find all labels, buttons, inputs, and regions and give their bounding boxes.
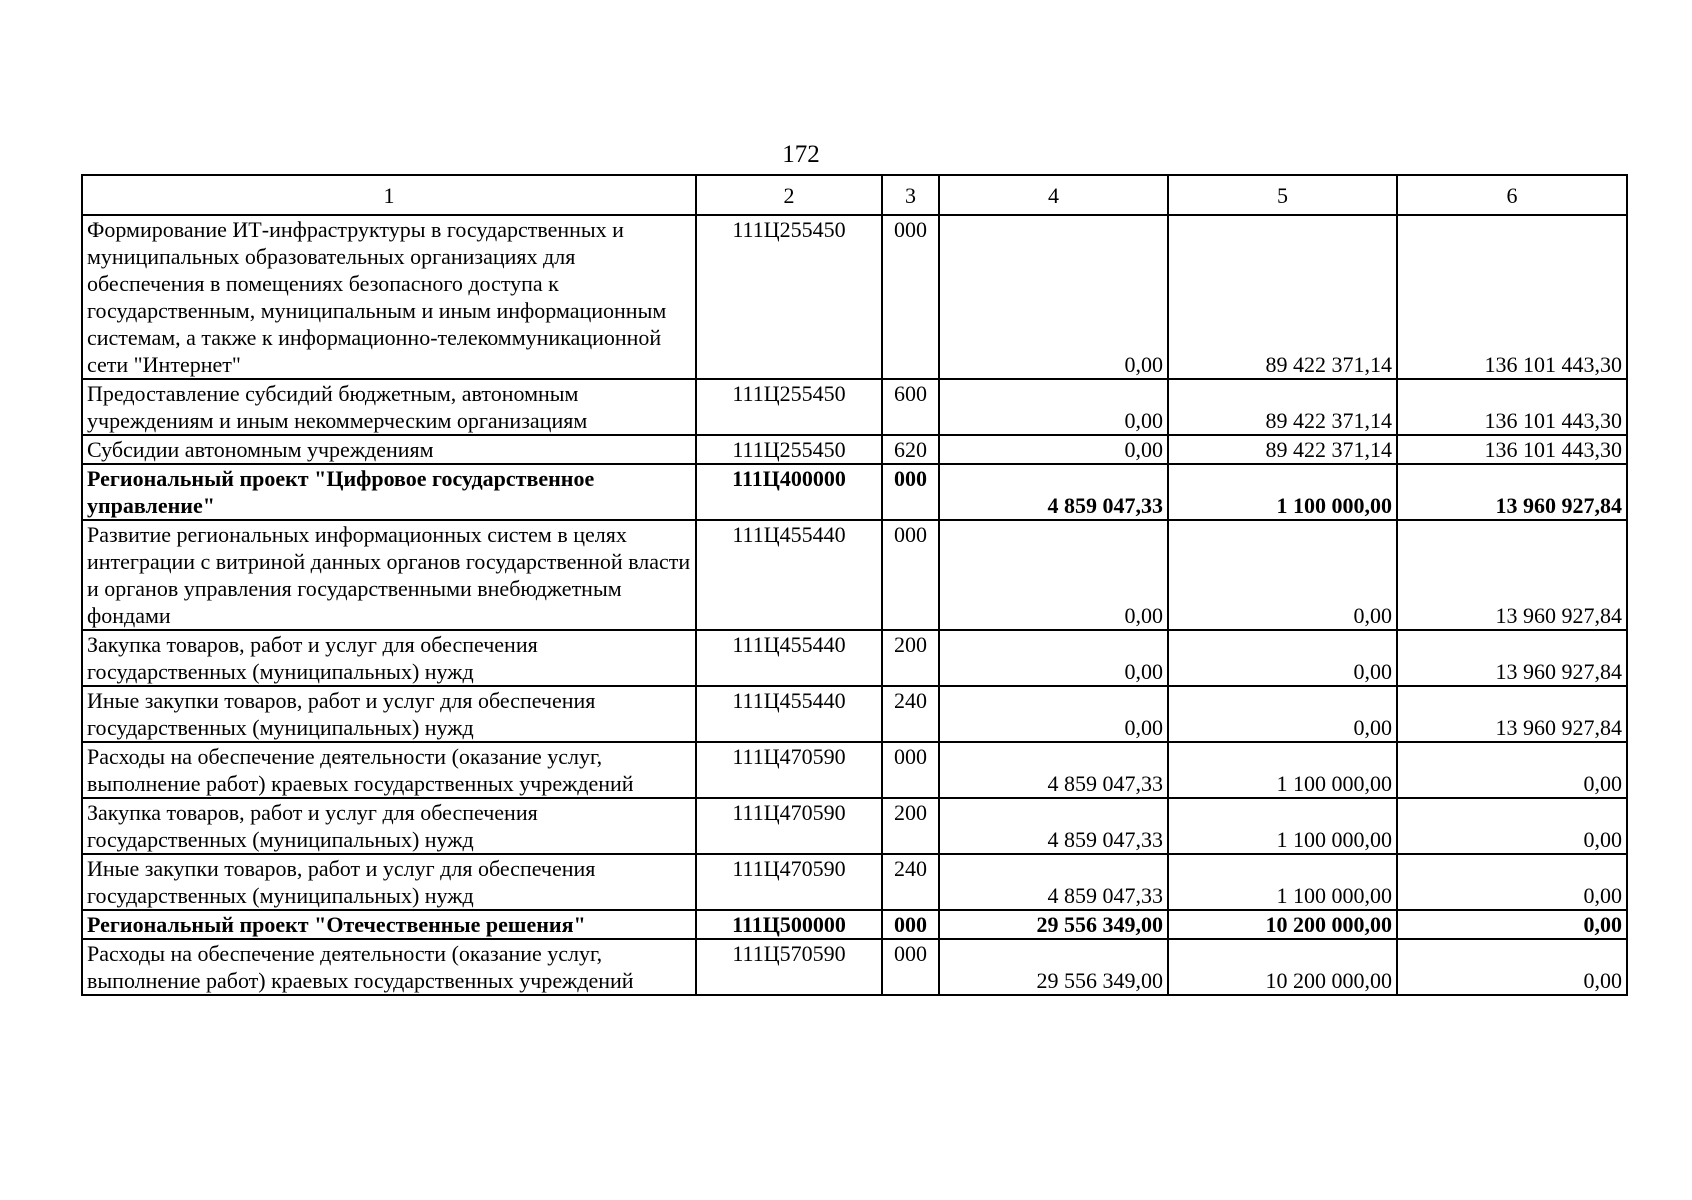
row-kind-cell: 000 [882, 520, 939, 630]
page-number [0, 140, 1692, 170]
row-value-col5: 1 100 000,00 [1168, 798, 1397, 854]
row-kind-cell: 000 [882, 215, 939, 379]
page-number-text: 172 [782, 141, 820, 168]
row-kind-cell: 240 [882, 854, 939, 910]
row-value-col5: 1 100 000,00 [1168, 854, 1397, 910]
row-name-cell: Развитие региональных информационных систем в целях интеграции с витриной данных органов государственной власти и органов управления государственными внебюджетным фондами [82, 520, 696, 630]
row-value-col4: 29 556 349,00 [939, 939, 1168, 995]
row-kind-cell: 200 [882, 798, 939, 854]
row-kind-cell: 000 [882, 464, 939, 520]
row-kind-cell: 000 [882, 939, 939, 995]
row-name-cell: Расходы на обеспечение деятельности (оказание услуг, выполнение работ) краевых государственных учреждений [82, 939, 696, 995]
row-name-cell: Иные закупки товаров, работ и услуг для обеспечения государственных (муниципальных) нужд [82, 854, 696, 910]
row-name-cell: Региональный проект "Цифровое государственное управление" [82, 464, 696, 520]
row-code-cell: 111Ц255450 [696, 435, 882, 464]
header-col-5: 5 [1168, 175, 1397, 215]
row-kind-cell: 600 [882, 379, 939, 435]
row-value-col6: 13 960 927,84 [1397, 686, 1627, 742]
row-value-col5: 0,00 [1168, 686, 1397, 742]
row-kind-cell: 200 [882, 630, 939, 686]
table-row [82, 686, 1627, 742]
budget-table [81, 174, 1628, 996]
header-row [82, 175, 1627, 215]
row-code-cell: 111Ц470590 [696, 742, 882, 798]
row-value-col5: 89 422 371,14 [1168, 379, 1397, 435]
row-value-col4: 4 859 047,33 [939, 798, 1168, 854]
row-value-col6: 136 101 443,30 [1397, 215, 1627, 379]
row-kind-cell: 000 [882, 742, 939, 798]
row-value-col6: 13 960 927,84 [1397, 464, 1627, 520]
row-value-col5: 10 200 000,00 [1168, 910, 1397, 939]
row-value-col5: 0,00 [1168, 520, 1397, 630]
table-row [82, 854, 1627, 910]
table-body [82, 215, 1627, 995]
row-name-cell: Субсидии автономным учреждениям [82, 435, 696, 464]
row-code-cell: 111Ц455440 [696, 520, 882, 630]
row-value-col6: 0,00 [1397, 939, 1627, 995]
row-value-col6: 0,00 [1397, 910, 1627, 939]
header-col-2: 2 [696, 175, 882, 215]
header-col-1: 1 [82, 175, 696, 215]
row-value-col4: 0,00 [939, 630, 1168, 686]
table-row [82, 910, 1627, 939]
table-row [82, 520, 1627, 630]
row-name-cell: Расходы на обеспечение деятельности (оказание услуг, выполнение работ) краевых государственных учреждений [82, 742, 696, 798]
table-row [82, 630, 1627, 686]
row-value-col4: 0,00 [939, 379, 1168, 435]
table-row [82, 215, 1627, 379]
row-name-cell: Региональный проект "Отечественные решения" [82, 910, 696, 939]
row-value-col4: 4 859 047,33 [939, 464, 1168, 520]
table-row [82, 435, 1627, 464]
row-kind-cell: 000 [882, 910, 939, 939]
row-kind-cell: 620 [882, 435, 939, 464]
header-col-3: 3 [882, 175, 939, 215]
row-code-cell: 111Ц500000 [696, 910, 882, 939]
row-value-col4: 4 859 047,33 [939, 742, 1168, 798]
row-value-col6: 136 101 443,30 [1397, 435, 1627, 464]
row-value-col6: 13 960 927,84 [1397, 630, 1627, 686]
row-value-col5: 10 200 000,00 [1168, 939, 1397, 995]
row-name-cell: Иные закупки товаров, работ и услуг для обеспечения государственных (муниципальных) нужд [82, 686, 696, 742]
row-value-col4: 0,00 [939, 215, 1168, 379]
table-row [82, 798, 1627, 854]
row-code-cell: 111Ц455440 [696, 686, 882, 742]
row-code-cell: 111Ц255450 [696, 379, 882, 435]
row-value-col5: 1 100 000,00 [1168, 464, 1397, 520]
row-name-cell: Закупка товаров, работ и услуг для обеспечения государственных (муниципальных) нужд [82, 630, 696, 686]
row-value-col5: 89 422 371,14 [1168, 435, 1397, 464]
table-row [82, 939, 1627, 995]
row-code-cell: 111Ц455440 [696, 630, 882, 686]
row-value-col4: 0,00 [939, 435, 1168, 464]
table-row [82, 464, 1627, 520]
header-col-4: 4 [939, 175, 1168, 215]
row-code-cell: 111Ц255450 [696, 215, 882, 379]
table-row [82, 742, 1627, 798]
row-value-col4: 0,00 [939, 520, 1168, 630]
table-row [82, 379, 1627, 435]
row-value-col6: 0,00 [1397, 798, 1627, 854]
row-value-col5: 0,00 [1168, 630, 1397, 686]
row-code-cell: 111Ц470590 [696, 798, 882, 854]
row-name-cell: Предоставление субсидий бюджетным, автономным учреждениям и иным некоммерческим организациям [82, 379, 696, 435]
header-col-6: 6 [1397, 175, 1627, 215]
row-value-col4: 29 556 349,00 [939, 910, 1168, 939]
row-value-col4: 4 859 047,33 [939, 854, 1168, 910]
row-name-cell: Закупка товаров, работ и услуг для обеспечения государственных (муниципальных) нужд [82, 798, 696, 854]
row-value-col6: 0,00 [1397, 854, 1627, 910]
row-code-cell: 111Ц470590 [696, 854, 882, 910]
row-value-col4: 0,00 [939, 686, 1168, 742]
row-code-cell: 111Ц400000 [696, 464, 882, 520]
row-value-col5: 89 422 371,14 [1168, 215, 1397, 379]
row-value-col6: 136 101 443,30 [1397, 379, 1627, 435]
row-code-cell: 111Ц570590 [696, 939, 882, 995]
row-name-cell: Формирование ИТ-инфраструктуры в государственных и муниципальных образовательных организациях для обеспечения в помещениях безопасного доступа к государственным, муниципальным и иным информационным системам, а также к информационно-телекоммуникационной сети "Интернет" [82, 215, 696, 379]
row-value-col6: 0,00 [1397, 742, 1627, 798]
row-kind-cell: 240 [882, 686, 939, 742]
row-value-col6: 13 960 927,84 [1397, 520, 1627, 630]
row-value-col5: 1 100 000,00 [1168, 742, 1397, 798]
